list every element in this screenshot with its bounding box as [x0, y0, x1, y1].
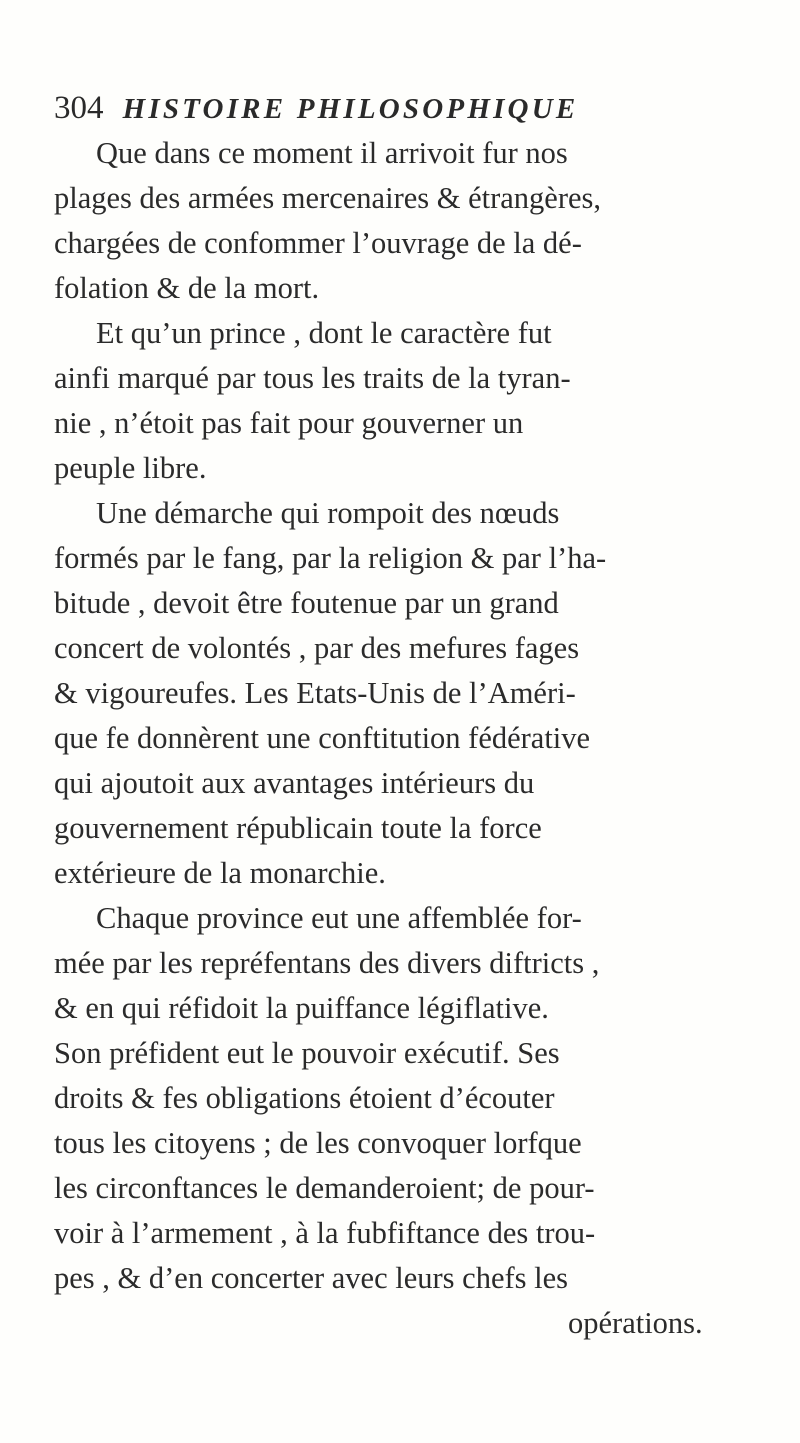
catchword: opérations. [568, 1306, 703, 1340]
text-line: nie , n’étoit pas fait pour gouverner un [54, 406, 524, 440]
text-line: Son préfident eut le pouvoir exécutif. Ses [54, 1036, 560, 1070]
text-line: extérieure de la monarchie. [54, 856, 386, 890]
running-head: HISTOIRE PHILOSOPHIQUE [122, 93, 579, 125]
text-line: & vigoureufes. Les Etats-Unis de l’Améri- [54, 676, 576, 710]
text-line: bitude , devoit être foutenue par un grand [54, 586, 559, 620]
text-line: tous les citoyens ; de les convoquer lorfque [54, 1126, 582, 1160]
text-line: Que dans ce moment il arrivoit fur nos [96, 136, 568, 170]
page-header [54, 90, 754, 136]
page-number: 304 [54, 90, 104, 126]
text-line: & en qui réfidoit la puiffance légiflative. [54, 991, 549, 1025]
text-line: les circonftances le demanderoient; de pour- [54, 1171, 595, 1205]
text-line: Et qu’un prince , dont le caractère fut [96, 316, 552, 350]
text-line: formés par le fang, par la religion & par l’ha- [54, 541, 607, 575]
text-line: folation & de la mort. [54, 271, 320, 305]
text-line: concert de volontés , par des mefures fages [54, 631, 580, 665]
text-line: gouvernement républicain toute la force [54, 811, 542, 845]
text-line: chargées de confommer l’ouvrage de la dé- [54, 226, 582, 260]
text-line: plages des armées mercenaires & étrangères, [54, 181, 602, 215]
text-line: que fe donnèrent une conftitution fédérative [54, 721, 591, 755]
text-line: mée par les repréfentans des divers diftricts , [54, 946, 600, 980]
text-line: droits & fes obligations étoient d’écouter [54, 1081, 555, 1115]
text-line: Une démarche qui rompoit des nœuds [96, 496, 560, 530]
text-line: peuple libre. [54, 451, 207, 485]
text-line: qui ajoutoit aux avantages intérieurs du [54, 766, 535, 800]
text-line: ainfi marqué par tous les traits de la tyran- [54, 361, 571, 395]
text-line: voir à l’armement , à la fubfiftance des trou- [54, 1216, 596, 1250]
text-line: Chaque province eut une affemblée for- [96, 901, 582, 935]
text-line: pes , & d’en concerter avec leurs chefs les [54, 1261, 569, 1295]
